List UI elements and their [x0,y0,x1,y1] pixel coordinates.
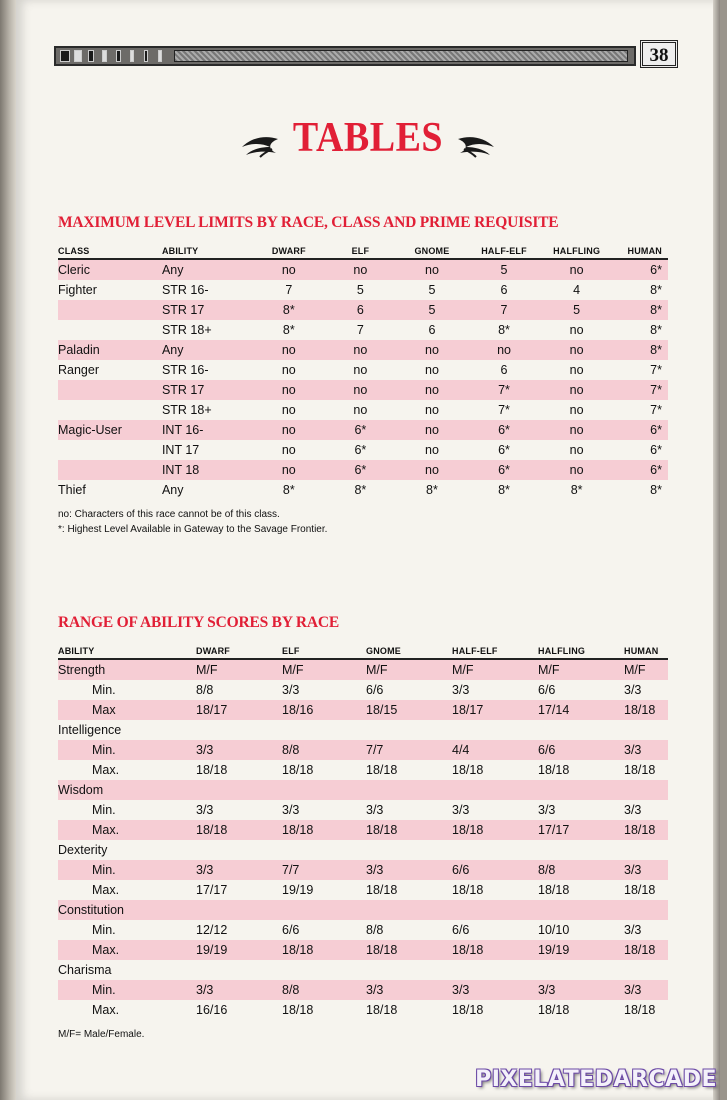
table-row [58,360,668,380]
score-value-cell: 3/3 [538,980,624,1000]
table-row [58,980,668,1000]
ability-label-cell: Max. [92,1003,120,1017]
score-value-cell: 6/6 [366,683,384,697]
level-value-cell: 4 [573,283,581,297]
ability-cell: Any [162,340,253,360]
score-value-cell: 17/14 [538,700,624,720]
header-bar-block [102,50,107,62]
level-value-cell: no [353,403,368,417]
level-value-cell: 8* [650,483,662,497]
score-value-cell: 17/17 [538,820,624,840]
level-value-cell: 8* [498,483,510,497]
table-header-row [58,640,668,659]
table-row [58,680,668,700]
column-header: HALF-ELF [452,640,538,659]
level-value-cell: no [281,363,296,377]
table-row [58,740,668,760]
level-value-cell: no [425,363,439,377]
class-cell: Thief [58,483,86,497]
score-value-cell [452,900,538,920]
level-value-cell: 5 [428,283,436,297]
score-value-cell: 3/3 [624,980,668,1000]
level-value-cell: no [396,460,468,480]
table-row [58,720,668,740]
table-header-row [58,240,668,259]
level-value-cell: 6* [613,259,668,280]
table-row [58,460,668,480]
score-value-cell: 3/3 [366,980,452,1000]
score-value-cell: 17/17 [196,883,228,897]
level-value-cell: no [253,420,325,440]
score-value-cell [624,720,668,740]
level-value-cell: 5 [468,259,540,280]
header-bar-block [116,50,121,62]
score-value-cell: 3/3 [282,803,300,817]
level-value-cell: 8* [650,283,662,297]
class-cell: Fighter [58,283,97,297]
score-value-cell: 3/3 [452,803,470,817]
level-value-cell: no [281,443,296,457]
level-value-cell: no [540,420,613,440]
level-value-cell: no [569,403,584,417]
score-value-cell: 18/18 [282,763,314,777]
ability-label-cell: Max. [58,820,196,840]
class-cell: Ranger [58,363,99,377]
ability-cell: STR 18+ [161,403,212,417]
score-value-cell: 18/18 [624,700,668,720]
score-value-cell [538,720,624,740]
ability-cell: STR 16- [161,363,209,377]
score-value-cell: 6/6 [538,740,624,760]
score-value-cell: 18/18 [366,763,398,777]
score-value-cell: 18/18 [452,883,484,897]
score-value-cell [452,720,538,740]
ability-label-cell: Charisma [58,963,112,977]
ability-table-title: RANGE OF ABILITY SCORES BY RACE [58,614,340,631]
level-value-cell: no [569,323,584,337]
score-value-cell: M/F [282,659,366,680]
level-value-cell: no [540,340,613,360]
table-row [58,440,668,460]
level-value-cell: 6* [354,443,367,457]
table-row [58,780,668,800]
level-value-cell: 6 [500,283,508,297]
column-header: HALFLING [538,640,624,659]
level-table-notes [58,507,327,537]
table-row [58,840,668,860]
column-header: HUMAN [613,240,668,259]
score-value-cell: M/F [366,659,452,680]
ability-label-cell: Wisdom [58,780,196,800]
class-cell [58,300,162,320]
score-value-cell: 6/6 [452,860,538,880]
table-row [58,940,668,960]
ability-cell: Any [161,483,184,497]
page-title: TABLES [292,114,444,162]
score-value-cell: 19/19 [282,883,314,897]
score-value-cell: 19/19 [196,940,282,960]
column-header: DWARF [196,640,282,659]
score-value-cell: 6/6 [538,683,556,697]
class-cell [58,320,162,340]
level-value-cell: 8* [354,483,367,497]
score-value-cell: 18/18 [624,883,656,897]
level-value-cell: no [540,460,613,480]
level-value-cell: 8* [282,323,295,337]
level-value-cell: no [281,403,296,417]
score-value-cell [282,780,366,800]
score-value-cell: 18/18 [452,940,538,960]
score-value-cell: 18/18 [624,940,668,960]
score-value-cell: 6/6 [452,923,470,937]
table-row [58,800,668,820]
ability-label-cell: Max. [58,940,196,960]
score-value-cell: 18/18 [282,940,366,960]
score-value-cell [452,960,538,980]
score-value-cell: 8/8 [282,980,366,1000]
level-table-title: MAXIMUM LEVEL LIMITS BY RACE, CLASS AND PRIME REQUISITE [58,214,559,231]
class-cell: Cleric [58,259,162,280]
table-row [58,420,668,440]
score-value-cell [366,900,452,920]
score-value-cell: 18/18 [538,763,570,777]
score-value-cell: 12/12 [196,923,228,937]
table-row [58,1000,668,1020]
ability-cell: STR 18+ [161,323,212,337]
score-value-cell: 18/18 [452,820,538,840]
ability-label-cell: Intelligence [58,723,122,737]
level-value-cell: no [425,403,439,417]
score-value-cell: 3/3 [282,683,300,697]
level-value-cell: 5 [396,300,468,320]
score-value-cell: 8/8 [366,923,384,937]
level-value-cell: 6 [500,363,508,377]
score-value-cell: 16/16 [196,1003,228,1017]
score-value-cell: 7/7 [282,860,366,880]
score-value-cell [538,780,624,800]
column-header: HUMAN [624,640,668,659]
level-value-cell: 6* [613,420,668,440]
ability-cell: Any [162,259,253,280]
score-value-cell: 4/4 [452,740,538,760]
score-value-cell: M/F [452,659,538,680]
level-value-cell: 8* [570,483,583,497]
score-value-cell [624,900,668,920]
score-value-cell [538,840,624,860]
header-bar-block [74,50,82,62]
table-row [58,960,668,980]
column-header: GNOME [396,240,468,259]
score-value-cell [196,780,282,800]
score-value-cell [366,720,452,740]
note-line: *: Highest Level Available in Gateway to the Savage Frontier. [58,524,328,535]
table-row [58,259,668,280]
score-value-cell [452,780,538,800]
watermark-logo: PIXELATEDARCADE [475,1067,717,1092]
score-value-cell: 18/18 [624,1003,656,1017]
score-value-cell: 3/3 [452,980,538,1000]
ability-label-cell: Max [58,700,196,720]
table-row [58,380,668,400]
score-value-cell: 18/18 [366,883,398,897]
score-value-cell: 3/3 [196,860,282,880]
table-row [58,920,668,940]
level-value-cell: no [253,259,325,280]
score-value-cell: 18/18 [624,763,656,777]
level-value-cell: no [540,259,613,280]
ability-label-cell: Min. [92,683,116,697]
level-value-cell: 8* [650,323,662,337]
table-row [58,400,668,420]
level-value-cell: 6* [650,443,662,457]
column-header: CLASS [58,240,162,259]
page-number: 38 [640,40,678,68]
right-flourish-icon [456,133,498,159]
level-value-cell: no [253,460,325,480]
class-cell [58,460,162,480]
score-value-cell [624,960,668,980]
score-value-cell: 18/17 [196,700,282,720]
level-value-cell: no [253,340,325,360]
score-value-cell: 3/3 [366,860,452,880]
ability-label-cell: Constitution [58,900,196,920]
score-value-cell [282,960,366,980]
score-value-cell [366,960,452,980]
column-header: ELF [282,640,366,659]
level-value-cell: 6* [613,460,668,480]
page-edge [713,0,720,1100]
score-value-cell: 3/3 [538,803,556,817]
ability-label-cell: Min. [92,803,116,817]
level-value-cell: no [253,380,325,400]
level-value-cell: no [569,363,584,377]
score-value-cell: M/F [196,659,282,680]
score-value-cell: 18/18 [452,1003,484,1017]
level-value-cell: 8* [613,300,668,320]
ability-cell: STR 17 [162,380,253,400]
score-value-cell: 3/3 [196,803,214,817]
score-value-cell: 18/18 [366,1003,398,1017]
level-value-cell: 6 [325,300,396,320]
level-value-cell: 6* [325,420,396,440]
ability-cell: INT 17 [161,443,200,457]
level-limits-table [58,240,668,500]
column-header: GNOME [366,640,452,659]
level-value-cell: 6* [468,460,540,480]
score-value-cell: 3/3 [624,683,642,697]
table-row [58,880,668,900]
ability-label-cell: Max. [92,763,120,777]
score-value-cell: 8/8 [196,683,214,697]
header-bar-block [130,50,134,62]
column-header: ABILITY [58,640,196,659]
header-bar-block [144,50,148,62]
ability-cell: STR 16- [161,283,209,297]
score-value-cell: 18/18 [538,883,570,897]
column-header: HALFLING [540,240,613,259]
left-flourish-icon [238,133,280,159]
score-value-cell: 8/8 [282,740,366,760]
class-cell [58,400,162,420]
score-value-cell [538,900,624,920]
table-row [58,280,668,300]
header-bar [54,46,636,66]
score-value-cell: 18/18 [366,940,452,960]
score-value-cell: 18/18 [282,1003,314,1017]
table-row [58,760,668,780]
level-value-cell: 6 [428,323,436,337]
score-value-cell: 10/10 [538,923,570,937]
score-value-cell: 18/15 [366,700,452,720]
level-value-cell: no [325,259,396,280]
level-value-cell: 8* [498,323,510,337]
level-value-cell: no [396,259,468,280]
ability-cell: INT 16- [162,420,253,440]
score-value-cell [538,960,624,980]
score-value-cell: M/F [624,659,668,680]
score-value-cell: 3/3 [624,860,668,880]
table-row [58,700,668,720]
ability-label-cell: Max. [92,883,120,897]
level-value-cell: no [396,420,468,440]
class-cell [58,380,162,400]
level-value-cell: 7* [650,403,662,417]
score-value-cell [452,840,538,860]
score-value-cell [282,720,366,740]
ability-label-cell: Min. [92,923,116,937]
ability-label-cell: Min. [58,740,196,760]
level-value-cell: 7 [356,323,364,337]
book-binding [0,0,16,1100]
score-value-cell: 18/18 [366,820,452,840]
column-header: DWARF [253,240,325,259]
score-value-cell [282,840,366,860]
level-value-cell: no [396,340,468,360]
note-line: no: Characters of this race cannot be of this class. [58,509,280,520]
score-value-cell: 18/18 [538,1003,570,1017]
ability-cell: INT 18 [162,460,253,480]
level-value-cell: 7 [285,283,293,297]
header-bar-block [88,50,94,62]
page-title-block [16,116,720,160]
level-value-cell: no [325,340,396,360]
score-value-cell: 3/3 [196,740,282,760]
level-value-cell: no [468,340,540,360]
table-row [58,320,668,340]
score-value-cell: 3/3 [196,980,282,1000]
score-value-cell: 8/8 [538,860,624,880]
ability-label-cell: Min. [58,980,196,1000]
level-value-cell: 8* [253,300,325,320]
column-header: ELF [325,240,396,259]
table-row [58,860,668,880]
column-header: ABILITY [162,240,253,259]
table-row [58,300,668,320]
level-value-cell: 6* [468,420,540,440]
level-value-cell: 7* [498,403,510,417]
level-value-cell: no [325,380,396,400]
level-value-cell: no [353,363,368,377]
table-row [58,340,668,360]
level-value-cell: 7 [468,300,540,320]
score-value-cell: 3/3 [452,683,470,697]
score-value-cell: 18/18 [196,763,228,777]
score-value-cell [196,840,282,860]
score-value-cell: 18/18 [196,820,282,840]
table-row [58,480,668,500]
level-value-cell: no [425,443,439,457]
ability-label-cell: Min. [58,860,196,880]
ability-scores-table [58,640,668,1020]
level-value-cell: no [540,380,613,400]
ability-table-note: M/F= Male/Female. [58,1029,145,1040]
score-value-cell: 18/18 [282,820,366,840]
score-value-cell [366,780,452,800]
level-value-cell: 8* [282,483,295,497]
ability-cell: STR 17 [162,300,253,320]
score-value-cell: 18/16 [282,700,366,720]
level-value-cell: no [569,443,584,457]
score-value-cell: 6/6 [282,923,300,937]
table-row [58,820,668,840]
score-value-cell [366,840,452,860]
class-cell [58,440,162,460]
level-value-cell: no [396,380,468,400]
score-value-cell: 18/18 [624,820,668,840]
table-row [58,900,668,920]
class-cell: Paladin [58,340,162,360]
level-value-cell: 6* [498,443,510,457]
score-value-cell: 3/3 [624,803,642,817]
level-value-cell: 8* [613,340,668,360]
score-value-cell: 3/3 [624,923,642,937]
level-value-cell: 8* [426,483,438,497]
score-value-cell [624,840,668,860]
column-header: HALF-ELF [468,240,540,259]
level-value-cell: 6* [325,460,396,480]
score-value-cell: 7/7 [366,740,452,760]
level-value-cell: 5 [356,283,364,297]
level-value-cell: 7* [468,380,540,400]
header-bar-block [60,50,70,62]
level-value-cell: 5 [540,300,613,320]
score-value-cell: 19/19 [538,940,624,960]
score-value-cell [624,780,668,800]
score-value-cell: 3/3 [624,740,668,760]
class-cell: Magic-User [58,420,162,440]
ability-label-cell: Strength [58,659,196,680]
score-value-cell [196,960,282,980]
score-value-cell: 18/18 [452,763,484,777]
score-value-cell [196,720,282,740]
header-bar-block [158,50,162,62]
level-value-cell: 7* [613,380,668,400]
score-value-cell [282,900,366,920]
level-value-cell: 7* [650,363,662,377]
score-value-cell: 3/3 [366,803,384,817]
header-bar-pattern [174,50,628,62]
score-value-cell: M/F [538,659,624,680]
score-value-cell [196,900,282,920]
score-value-cell: 18/17 [452,700,538,720]
table-row [58,659,668,680]
ability-label-cell: Dexterity [58,843,108,857]
manual-page [16,0,720,1100]
